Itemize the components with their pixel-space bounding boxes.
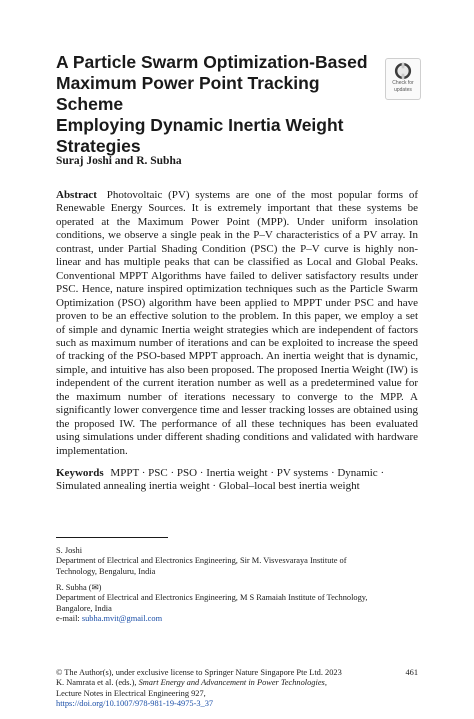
affiliation-author: S. Joshi [56,546,83,555]
keywords-text: MPPT · PSC · PSO · Inertia weight · PV systems · Dynamic · Simulated annealing inertia weight · Global–local best inertia weight [56,467,385,493]
email-prefix: e-mail: [56,614,82,624]
publication-footer [56,668,418,710]
citation-line [56,678,418,688]
affiliation-email-row [56,614,436,624]
badge-label-line2: updates [394,86,412,93]
author-list: Suraj Joshi and R. Subha [56,155,182,167]
title-line: Employing Dynamic Inertia Weight [56,115,344,135]
affiliation-line: Department of Electrical and Electronics Engineering, Sir M. Visvesvaraya Institute of [56,556,347,566]
affiliation-subha [56,583,436,625]
series-info: Lecture Notes in Electrical Engineering 927, [56,688,206,698]
copyright-notice: © The Author(s), under exclusive license to Springer Nature Singapore Pte Ltd. 2023 [56,668,342,677]
badge-label-line1: Check for [392,80,414,86]
affiliation-line: Department of Electrical and Electronics Engineering, M S Ramaiah Institute of Technology, [56,593,368,603]
email-link[interactable]: subha.mvit@gmail.com [81,614,163,624]
keywords-label: Keywords [56,467,104,479]
abstract-label: Abstract [56,189,97,201]
editors: K. Namrata et al. (eds.), [56,678,139,688]
keywords [56,467,418,494]
abstract [56,189,418,458]
affiliation-line: Bangalore, India [56,603,112,613]
paper-title [56,52,376,157]
check-for-updates-badge[interactable] [385,58,421,100]
page-number: 461 [405,668,418,677]
check-for-updates-icon [394,62,412,80]
editors-suffix: , [324,678,327,688]
book-title: Smart Energy and Advancement in Power Technologies [138,678,325,688]
title-line: Strategies [56,136,141,156]
affiliation-joshi [56,546,436,577]
title-line: A Particle Swarm Optimization-Based [56,52,368,72]
title-line: Maximum Power Point Tracking Scheme [56,73,320,114]
footnote-divider [56,537,168,538]
doi-link[interactable]: https://doi.org/10.1007/978-981-19-4975-3_37 [56,699,214,709]
affiliation-author: R. Subha (✉) [56,583,102,592]
abstract-text: Photovoltaic (PV) systems are one of the most popular forms of Renewable Energy Sources. It is extremely important that these systems be operated at the Maximum Power Point (MPP). Under uniform insolation conditions, we observe a single peak in the P–V characteristics of a PV array. In contrast, under Partial Shading Condition (PSC) the P–V curve is highly non-linear and has multiple peaks that can be classified as Local and Global Peaks. Conventional MPPT Algorithms have failed to deliver satisfactory results under PSC. Hence, nature inspired optimization techniques such as the Particle Swarm Optimization (PSO) algorithm have been applied to MPPT under PSC and have proven to be an effective solution to the problem. In this paper, we employ a set of simple and dynamic Inertia weight strategies which are independent of factors such as maximum number of iterations and can be exploited to increase the speed of tracking of the PSO-based MPPT approach. An inertia weight that is dynamic, simple, and intuitive has also been proposed. The proposed Inertia Weight (IW) is independent of the current iteration number as well as a predetermined value for the maximum number of iterations necessary to converge to the MPP. A significantly lower convergence time and lesser tracking losses are obtained using the proposed IW. The performance of all these techniques has been evaluated using simulations under different shading conditions and validated with hardware implementation. [56,189,418,457]
affiliation-line: Technology, Bengaluru, India [56,566,156,576]
